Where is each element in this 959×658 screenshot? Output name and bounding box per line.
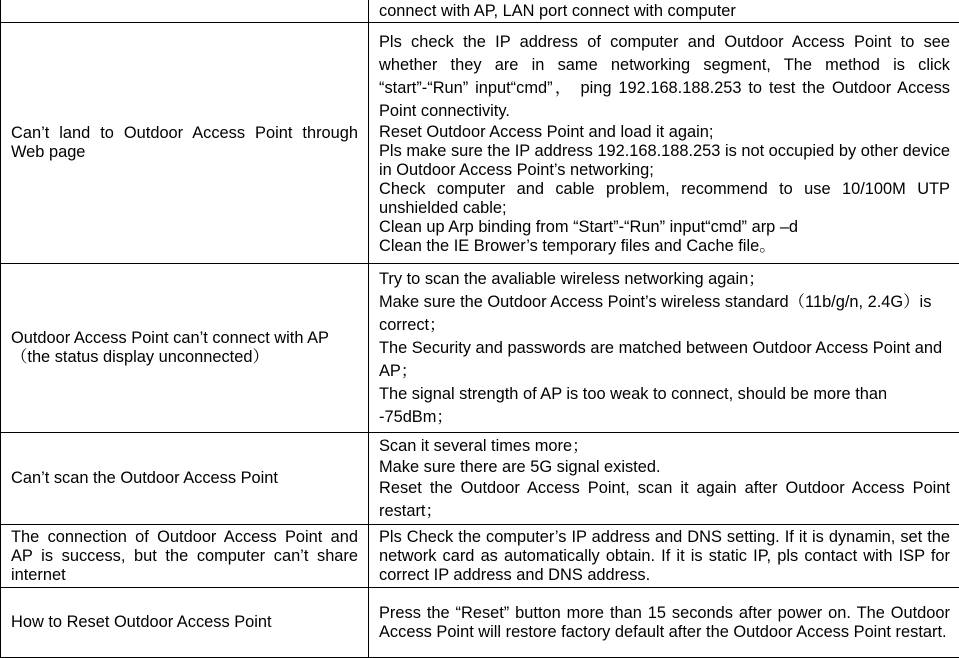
problem-cell xyxy=(1,264,369,433)
solution-step: Pls Check the computer’s IP address and DNS setting. If it is dynamin, set the network card as automatically obtain. If it is static IP, pls contact with ISP for correct IP address and DNS address. xyxy=(379,528,950,585)
table-row xyxy=(1,0,959,23)
problem-text: How to Reset Outdoor Access Point xyxy=(11,613,358,632)
solution-cell xyxy=(369,588,959,658)
solution-step: The signal strength of AP is too weak to connect, should be more than -75dBm； xyxy=(379,383,950,429)
problem-cell xyxy=(1,433,369,525)
solution-cell xyxy=(369,433,959,525)
solution-step: Clean up Arp binding from “Start”-“Run” input“cmd” arp –d xyxy=(379,218,950,237)
solution-cell xyxy=(369,264,959,433)
table-row xyxy=(1,525,959,588)
solution-step: Scan it several times more； xyxy=(379,435,950,458)
problem-cell xyxy=(1,0,369,23)
solution-step: Reset Outdoor Access Point and load it again; xyxy=(379,123,950,142)
table-row xyxy=(1,588,959,658)
problem-cell xyxy=(1,23,369,264)
problem-text: The connection of Outdoor Access Point and AP is success, but the computer can’t share internet xyxy=(11,528,358,585)
problem-text: Outdoor Access Point can’t connect with AP xyxy=(11,329,358,348)
solution-cell xyxy=(369,23,959,264)
solution-step: Make sure there are 5G signal existed. xyxy=(379,458,950,477)
solution-step: Reset the Outdoor Access Point, scan it again after Outdoor Access Point restart； xyxy=(379,477,950,523)
solution-step: Check computer and cable problem, recommend to use 10/100M UTP unshielded cable; xyxy=(379,180,950,218)
solution-step: Pls make sure the IP address 192.168.188.253 is not occupied by other device in Outdoor Access Point’s networking; xyxy=(379,142,950,180)
table-row xyxy=(1,433,959,525)
solution-step: Press the “Reset” button more than 15 seconds after power on. The Outdoor Access Point will restore factory default after the Outdoor Access Point restart. xyxy=(379,604,950,642)
problem-text: Can’t scan the Outdoor Access Point xyxy=(11,469,358,488)
problem-note: （the status display unconnected） xyxy=(11,348,358,367)
solution-cell xyxy=(369,525,959,588)
solution-cell xyxy=(369,0,959,23)
solution-step: connect with AP, LAN port connect with computer xyxy=(379,2,950,21)
problem-cell xyxy=(1,525,369,588)
solution-step: Try to scan the avaliable wireless networking again； xyxy=(379,268,950,291)
solution-step: Pls check the IP address of computer and Outdoor Access Point to see whether they are in same networking segment, The method is click “start”-“Run” input“cmd”， ping 192.168.188.253 to test the Outdoor Access Point connectivity. xyxy=(379,31,950,123)
problem-text: Can’t land to Outdoor Access Point through Web page xyxy=(11,124,358,162)
solution-step: Clean the IE Brower’s temporary files and Cache file。 xyxy=(379,237,950,256)
table-row xyxy=(1,264,959,433)
table-row xyxy=(1,23,959,264)
solution-step: Make sure the Outdoor Access Point’s wireless standard（11b/g/n, 2.4G）is correct； xyxy=(379,291,950,337)
problem-cell xyxy=(1,588,369,658)
solution-step: The Security and passwords are matched between Outdoor Access Point and AP； xyxy=(379,337,950,383)
